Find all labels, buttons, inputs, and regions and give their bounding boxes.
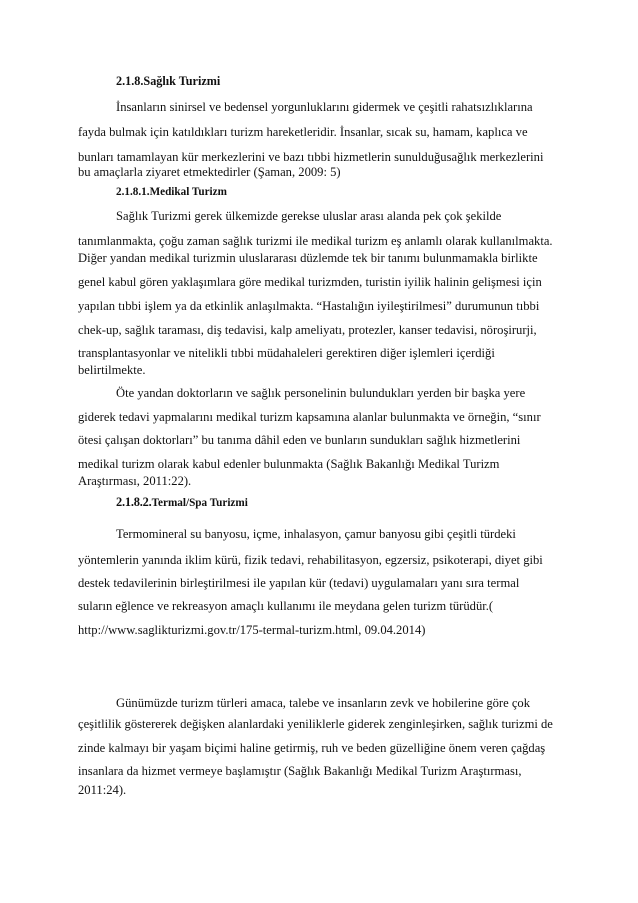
paragraph-line: belirtilmekte.	[78, 363, 146, 377]
paragraph-line: bunları tamamlayan kür merkezlerini ve bazı tıbbi hizmetlerin sunulduğusağlık merkezlerini	[78, 150, 544, 164]
paragraph-line: Termomineral su banyosu, içme, inhalasyon, çamur banyosu gibi çeşitli türdeki	[116, 527, 516, 541]
paragraph-line: 2011:24).	[78, 783, 127, 797]
paragraph-line: Günümüzde turizm türleri amaca, talebe ve insanların zevk ve hobilerine göre çok	[116, 696, 531, 710]
paragraph-line: yapılan tıbbi işlem ya da etkinlik anlaşılmakta. “Hastalığın iyileştirilmesi” durumunun tıbbi	[78, 299, 540, 313]
reference-url-line: http://www.saglikturizmi.gov.tr/175-termal-turizm.html, 09.04.2014)	[78, 623, 426, 637]
paragraph-line: çeşitlilik göstererek değişken alanlardaki yeniliklerle giderek zenginleşirken, sağlık turizmi de	[78, 717, 553, 731]
paragraph-line: tanımlanmakta, çoğu zaman sağlık turizmi ile medikal turizm eş anlamlı olarak kullanılmakta.	[78, 234, 553, 248]
paragraph-line: Sağlık Turizmi gerek ülkemizde gerekse uluslar arası alanda pek çok şekilde	[116, 209, 502, 223]
paragraph-line: Araştırması, 2011:22).	[78, 474, 192, 488]
paragraph-line: insanlara da hizmet vermeye başlamıştır (Sağlık Bakanlığı Medikal Turizm Araştırması,	[78, 764, 522, 778]
paragraph-line: suların eğlence ve rekreasyon amaçlı kullanımı ile meydana gelen turizm türüdür.(	[78, 599, 494, 613]
paragraph-line: bu amaçlarla ziyaret etmektedirler (Şaman, 2009: 5)	[78, 165, 341, 179]
paragraph-line: chek-up, sağlık taraması, diş tedavisi, kalp ameliyatı, protezler, kanser tedavisi, nöroşirurji,	[78, 323, 537, 337]
paragraph-line: yöntemlerin yanında iklim kürü, fizik tedavi, rehabilitasyon, egzersiz, psikoterapi, diyet gibi	[78, 553, 543, 567]
paragraph-line: fayda bulmak için katıldıkları turizm hareketleridir. İnsanlar, sıcak su, hamam, kaplıca ve	[78, 125, 528, 139]
paragraph-line: Öte yandan doktorların ve sağlık personelinin bulundukları yerden bir başka yere	[116, 386, 526, 400]
paragraph-line: Diğer yandan medikal turizmin uluslararası düzlemde tek bir tanımı bulunmamakla birlikte	[78, 251, 538, 265]
section-heading-number: 2.1.8.2.	[116, 495, 152, 509]
paragraph-line: zinde kalmayı bir yaşam biçimi haline getirmiş, ruh ve beden güzelliğine önem veren çağdaş	[78, 741, 546, 755]
section-heading-title: Termal/Spa Turizmi	[151, 497, 248, 509]
paragraph-line: medikal turizm olarak kabul edenler bulunmakta (Sağlık Bakanlığı Medikal Turizm	[78, 457, 500, 471]
section-heading-2-1-8: 2.1.8.Sağlık Turizmi	[116, 74, 221, 88]
section-heading-2-1-8-1: 2.1.8.1.Medikal Turizm	[116, 186, 227, 198]
paragraph-line: genel kabul gören yaklaşımlara göre medikal turizmden, turistin iyilik halinin gelişmesi için	[78, 275, 542, 289]
paragraph-line: ötesi çalışan doktorları” bu tanıma dâhil eden ve bunların sundukları sağlık hizmetlerini	[78, 433, 521, 447]
section-heading-2-1-8-2	[116, 494, 248, 511]
paragraph-line: giderek tedavi yapmalarını medikal turizm kapsamına alanlar bulunmakta ve örneğin, “sınır	[78, 410, 541, 424]
paragraph-line: transplantasyonlar ve nitelikli tıbbi müdahaleleri gerektiren diğer işlemleri içerdiği	[78, 346, 495, 360]
paragraph-line: İnsanların sinirsel ve bedensel yorgunluklarını gidermek ve çeşitli rahatsızlıklarına	[116, 100, 533, 114]
paragraph-line: destek tedavilerinin birleştirilmesi ile yapılan kür (tedavi) uygulamaları yanı sıra termal	[78, 576, 520, 590]
